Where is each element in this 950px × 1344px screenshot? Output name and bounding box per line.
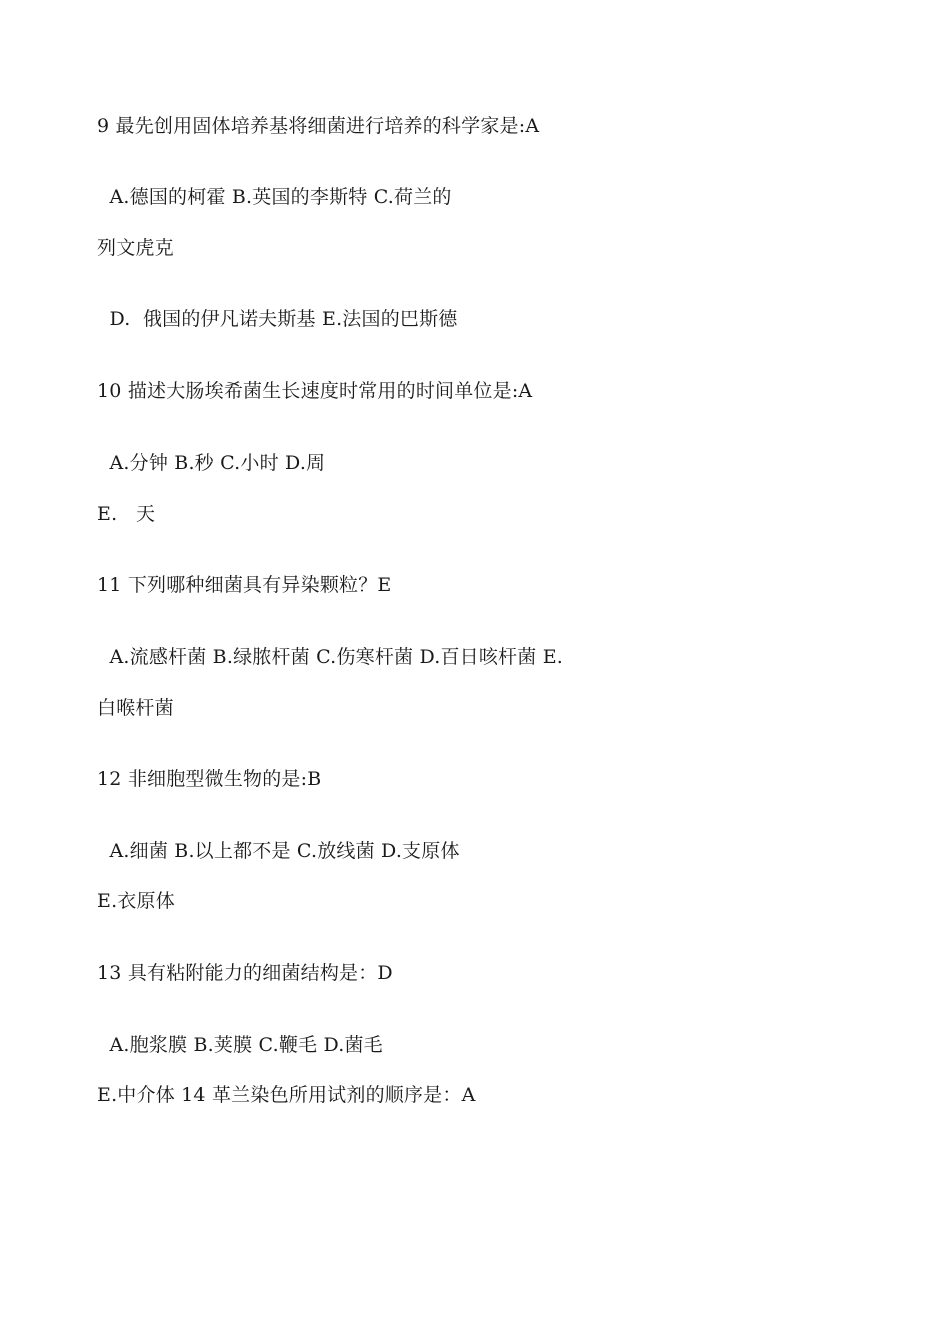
question-9-stem: 9 最先创用固体培养基将细菌进行培养的科学家是:A xyxy=(97,115,540,137)
question-12-options-line-2: E.衣原体 xyxy=(97,890,175,912)
question-10-options-line-1: A.分钟 B.秒 C.小时 D.周 xyxy=(97,452,326,474)
question-13-options-line-2: E.中介体 14 革兰染色所用试剂的顺序是：A xyxy=(97,1084,476,1106)
question-9-options-line-2: 列文虎克 xyxy=(97,237,174,259)
question-11-options-line-2: 白喉杆菌 xyxy=(97,697,174,719)
question-11-stem: 11 下列哪种细菌具有异染颗粒？E xyxy=(97,574,392,596)
question-9-options-line-1: A.德国的柯霍 B.英国的李斯特 C.荷兰的 xyxy=(97,186,452,208)
question-9-options-line-3: D. 俄国的伊凡诺夫斯基 E.法国的巴斯德 xyxy=(97,308,458,330)
question-10-options-line-2: E. 天 xyxy=(97,503,156,525)
question-12-options-line-1: A.细菌 B.以上都不是 C.放线菌 D.支原体 xyxy=(97,840,460,862)
question-13-options-line-1: A.胞浆膜 B.荚膜 C.鞭毛 D.菌毛 xyxy=(97,1034,383,1056)
question-13-stem: 13 具有粘附能力的细菌结构是：D xyxy=(97,962,393,984)
question-12-stem: 12 非细胞型微生物的是:B xyxy=(97,768,322,790)
question-11-options-line-1: A.流感杆菌 B.绿脓杆菌 C.伤寒杆菌 D.百日咳杆菌 E. xyxy=(97,646,564,668)
question-10-stem: 10 描述大肠埃希菌生长速度时常用的时间单位是:A xyxy=(97,380,533,402)
